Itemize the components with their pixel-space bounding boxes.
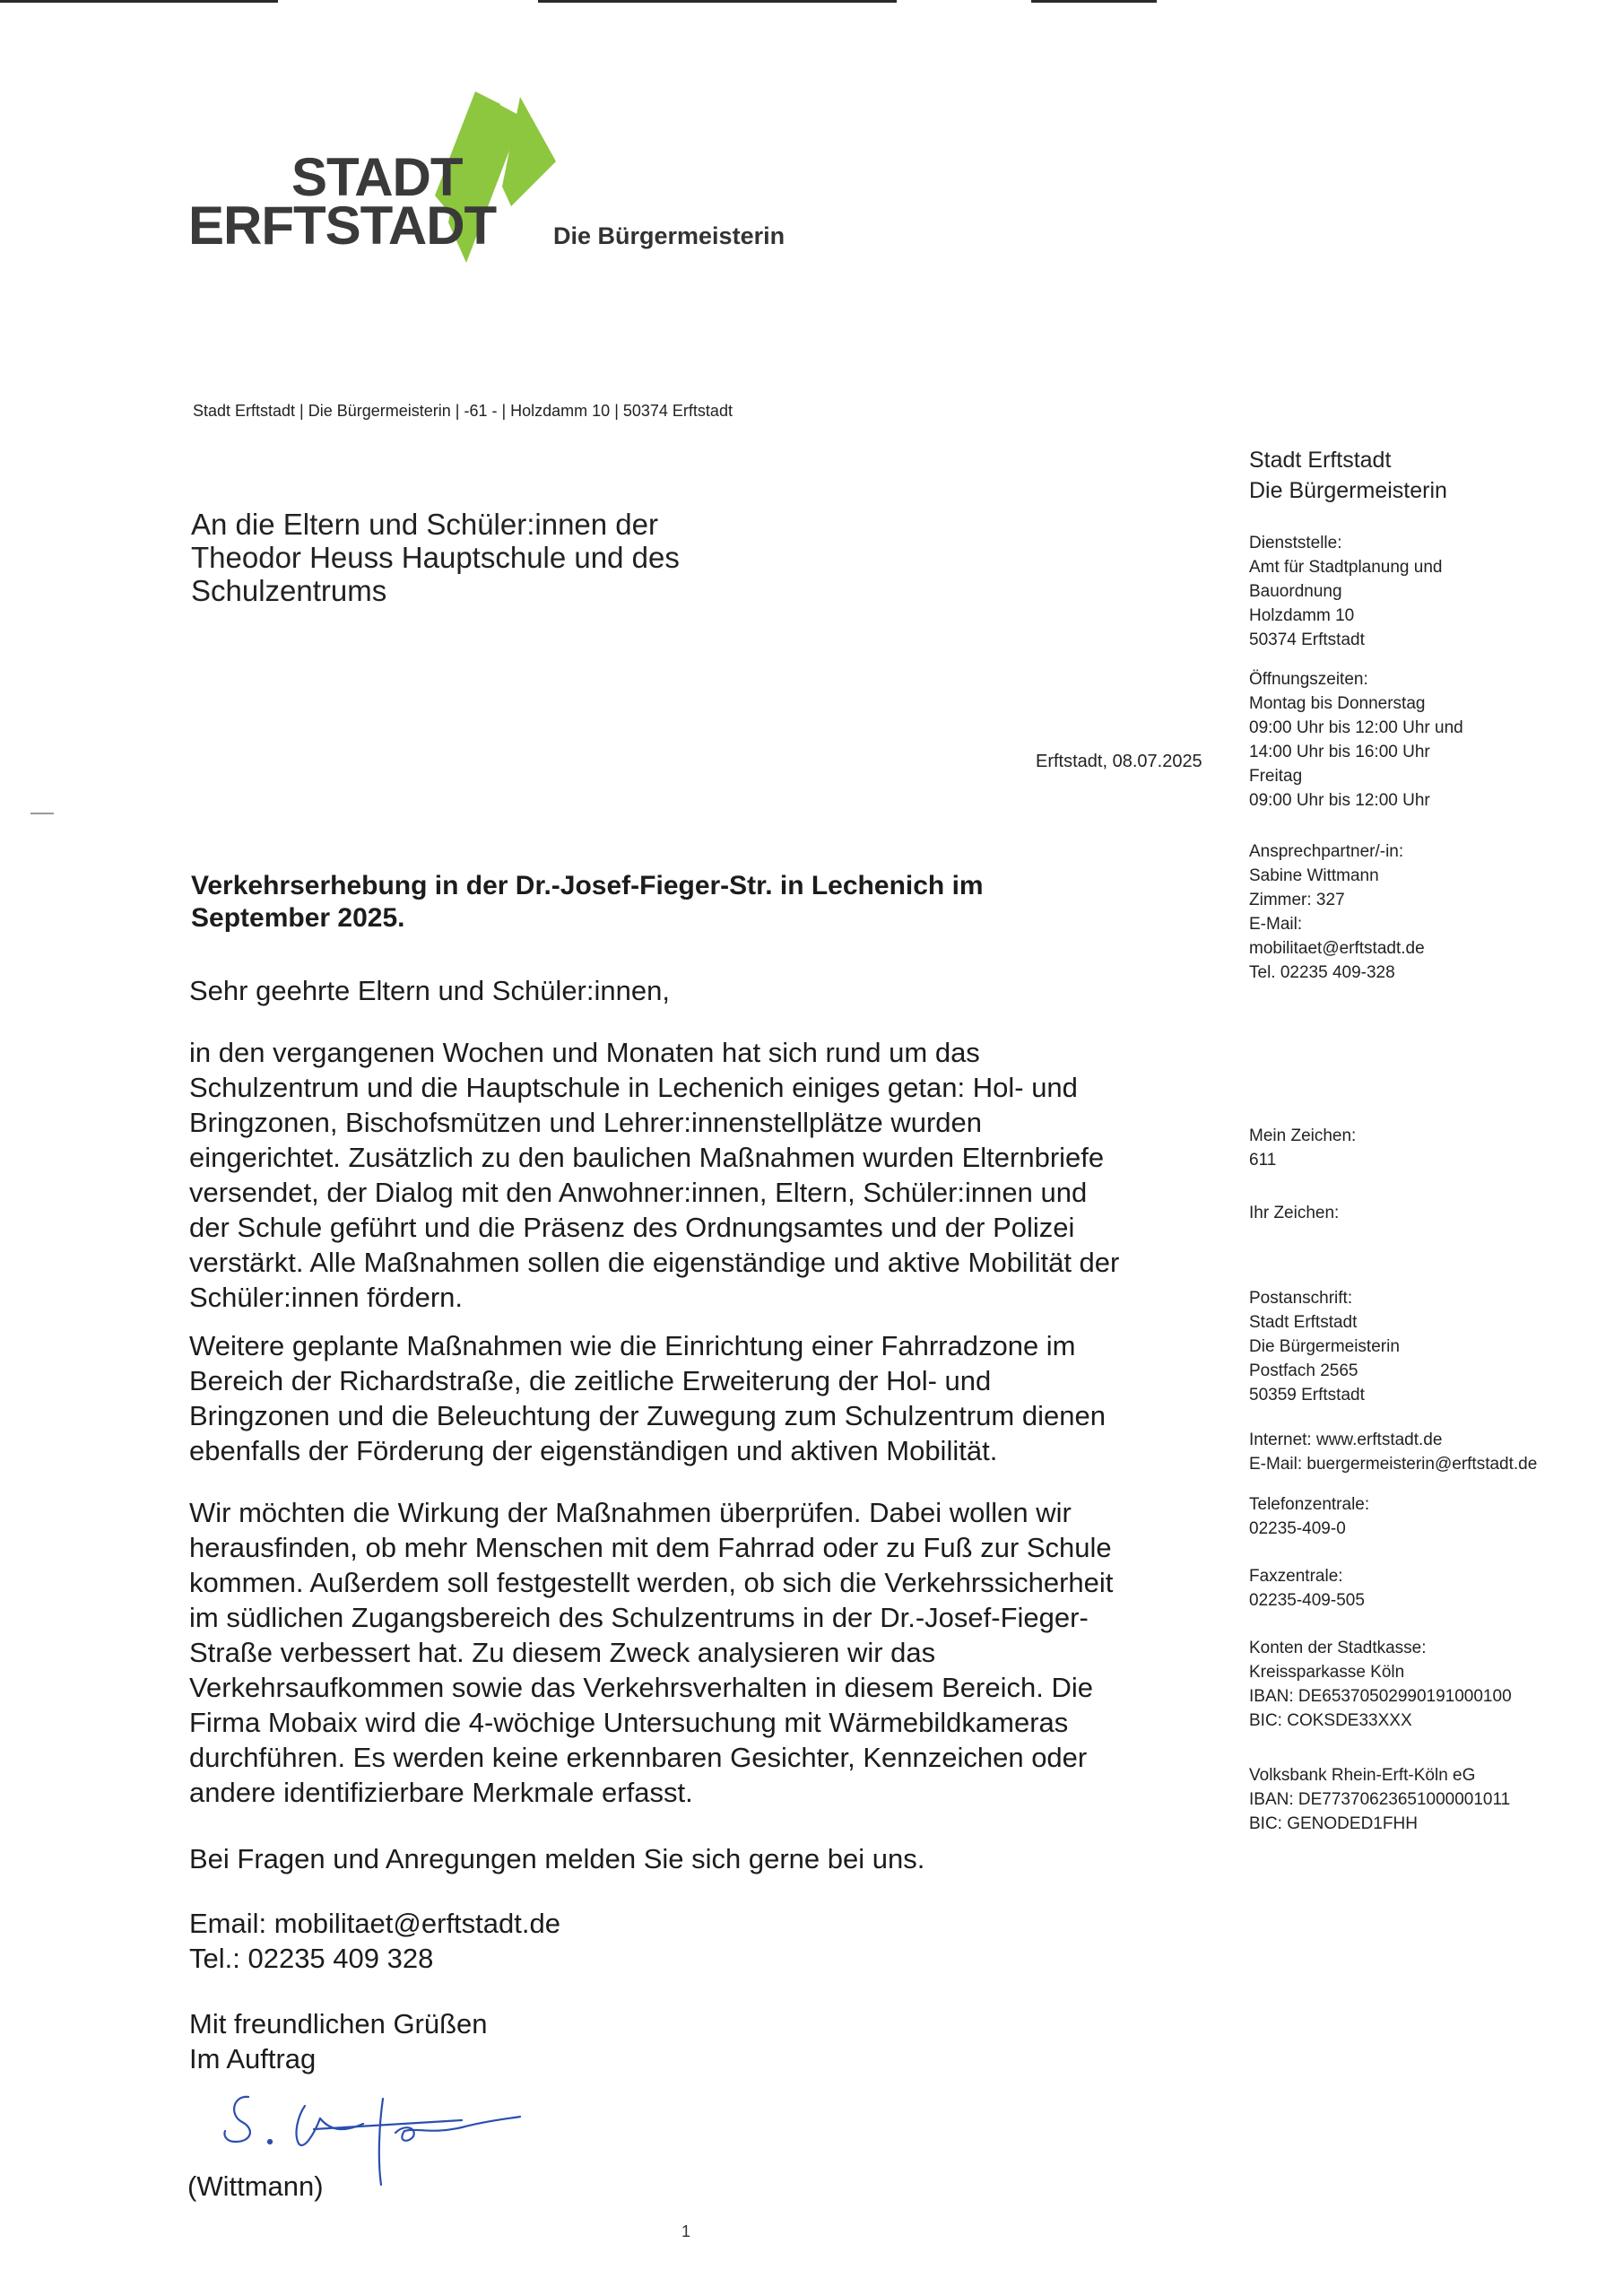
questions-note: [189, 1841, 1220, 1876]
signer-name: (Wittmann): [187, 2170, 324, 2202]
paragraph-line: Schüler:innen fördern.: [189, 1282, 464, 1313]
sidebar-line: IBAN: DE77370623651000001011: [1249, 1790, 1511, 1809]
paragraph-line: durchführen. Es werden keine erkennbaren Gesichter, Kennzeichen oder: [189, 1742, 1088, 1773]
sender-return-address: Stadt Erftstadt | Die Bürgermeisterin | -61 - | Holzdamm 10 | 50374 Erftstadt: [193, 402, 733, 420]
paragraph-line: in den vergangenen Wochen und Monaten hat sich rund um das: [189, 1037, 980, 1068]
sidebar-line: Sabine Wittmann: [1249, 866, 1379, 885]
sidebar-line: Amt für Stadtplanung und: [1249, 558, 1443, 577]
recipient-line: Schulzentrums: [191, 574, 387, 607]
sidebar-line: 02235-409-505: [1249, 1591, 1365, 1610]
paragraph-line: Schulzentrum und die Hauptschule in Lechenich einiges getan: Hol- und: [189, 1072, 1078, 1103]
info-sidebar: [1249, 445, 1608, 1833]
paragraph-line: der Schule geführt und die Präsenz des Ordnungsamtes und der Polizei: [189, 1212, 1075, 1243]
closing-line: Im Auftrag: [189, 2043, 317, 2074]
closing-block: [189, 2006, 1220, 2076]
recipient-address: [191, 508, 819, 607]
city-logo: [188, 88, 816, 263]
sidebar-line: Dienststelle:: [1249, 534, 1342, 552]
sidebar-line: Stadt Erftstadt: [1249, 1313, 1358, 1332]
sidebar-block: [1249, 531, 1442, 652]
sidebar-line: BIC: GENODED1FHH: [1249, 1814, 1418, 1833]
sidebar-line: Telefonzentrale:: [1249, 1495, 1370, 1514]
sidebar-line: 09:00 Uhr bis 12:00 Uhr: [1249, 791, 1430, 810]
letter-date: Erftstadt, 08.07.2025: [1036, 752, 1202, 771]
sidebar-org-line: Stadt Erftstadt: [1249, 448, 1392, 473]
paragraph-line: andere identifizierbare Merkmale erfasst.: [189, 1777, 693, 1808]
sidebar-line: Postfach 2565: [1249, 1361, 1358, 1380]
contact-phone: Tel.: 02235 409 328: [189, 1943, 434, 1974]
subject-line: Verkehrserhebung in der Dr.-Josef-Fieger-Str. in Lechenich im: [191, 871, 984, 900]
sidebar-block: [1249, 667, 1463, 813]
salutation-line: Sehr geehrte Eltern und Schüler:innen,: [189, 975, 670, 1006]
sidebar-line: Holzdamm 10: [1249, 606, 1355, 625]
sidebar-line: mobilitaet@erftstadt.de: [1249, 939, 1425, 958]
paragraph-line: herausfinden, ob mehr Menschen mit dem Fahrrad oder zu Fuß zur Schule: [189, 1532, 1112, 1563]
page-number: 1: [681, 2222, 691, 2240]
paragraph-line: Firma Mobaix wird die 4-wöchige Untersuchung mit Wärmebildkameras: [189, 1707, 1069, 1738]
sidebar-line: 02235-409-0: [1249, 1519, 1346, 1538]
sidebar-line: 50359 Erftstadt: [1249, 1386, 1365, 1405]
sidebar-line: Freitag: [1249, 767, 1303, 786]
paragraph-line: eingerichtet. Zusätzlich zu den baulichen Maßnahmen wurden Elternbriefe: [189, 1142, 1105, 1173]
sidebar-line: 50374 Erftstadt: [1249, 631, 1365, 649]
paragraph-line: versendet, der Dialog mit den Anwohner:innen, Eltern, Schüler:innen und: [189, 1177, 1088, 1208]
sidebar-block: [1249, 1763, 1510, 1836]
sidebar-line: Ihr Zeichen:: [1249, 1204, 1340, 1222]
salutation: [189, 973, 1220, 1008]
paragraph-line: Weitere geplante Maßnahmen wie die Einrichtung einer Fahrradzone im: [189, 1330, 1076, 1361]
sidebar-line: 611: [1249, 1151, 1277, 1170]
logo-line-stadt: STADT: [291, 147, 463, 207]
subject-line: September 2025.: [191, 903, 405, 933]
sidebar-line: Ansprechpartner/-in:: [1249, 842, 1404, 861]
sidebar-line: Volksbank Rhein-Erft-Köln eG: [1249, 1766, 1476, 1785]
sidebar-line: Tel. 02235 409-328: [1249, 963, 1395, 982]
recipient-line: Theodor Heuss Hauptschule und des: [191, 541, 680, 574]
sidebar-line: 14:00 Uhr bis 16:00 Uhr: [1249, 743, 1430, 761]
sidebar-line: Postanschrift:: [1249, 1289, 1353, 1308]
sidebar-line: Die Bürgermeisterin: [1249, 1337, 1400, 1356]
sidebar-line: Internet: www.erftstadt.de: [1249, 1431, 1443, 1449]
paragraph-1: [189, 1035, 1220, 1315]
paragraph-line: im südlichen Zugangsbereich des Schulzentrums in der Dr.-Josef-Fieger-: [189, 1602, 1089, 1633]
paragraph-line: kommen. Außerdem soll festgestellt werden, ob sich die Verkehrssicherheit: [189, 1567, 1114, 1598]
paragraph-3: [189, 1495, 1220, 1810]
recipient-line: An die Eltern und Schüler:innen der: [191, 508, 659, 541]
sidebar-line: Faxzentrale:: [1249, 1567, 1343, 1586]
sidebar-line: Mein Zeichen:: [1249, 1126, 1357, 1145]
sidebar-line: Bauordnung: [1249, 582, 1342, 601]
sidebar-line: E-Mail:: [1249, 915, 1303, 934]
logo-line-erftstadt: ERFTSTADT: [188, 196, 497, 256]
scan-edge-line: [1031, 0, 1157, 3]
scan-edge-line: [538, 0, 897, 3]
logo-subline: Die Bürgermeisterin: [553, 222, 785, 249]
sidebar-block: [1249, 1201, 1339, 1225]
sidebar-block: [1249, 1636, 1512, 1733]
sidebar-block: [1249, 1124, 1356, 1172]
sidebar-line: Kreissparkasse Köln: [1249, 1663, 1405, 1682]
paragraph-line: Bereich der Richardstraße, die zeitliche Erweiterung der Hol- und: [189, 1365, 992, 1396]
questions-line: Bei Fragen und Anregungen melden Sie sich gerne bei uns.: [189, 1843, 925, 1874]
closing-line: Mit freundlichen Grüßen: [189, 2008, 488, 2039]
sidebar-org-line: Die Bürgermeisterin: [1249, 478, 1447, 503]
paragraph-2: [189, 1328, 1220, 1468]
scan-edge-line: [0, 0, 278, 3]
sidebar-line: 09:00 Uhr bis 12:00 Uhr und: [1249, 718, 1463, 737]
paragraph-line: Wir möchten die Wirkung der Maßnahmen überprüfen. Dabei wollen wir: [189, 1497, 1072, 1528]
sidebar-line: Zimmer: 327: [1249, 891, 1345, 909]
contact-block: [189, 1906, 1220, 1976]
sidebar-block: [1249, 1492, 1369, 1541]
sidebar-line: IBAN: DE65370502990191000100: [1249, 1687, 1512, 1706]
sidebar-line: E-Mail: buergermeisterin@erftstadt.de: [1249, 1455, 1538, 1474]
letter-subject: [191, 870, 1222, 935]
paragraph-line: Bringzonen und die Beleuchtung der Zuwegung zum Schulzentrum dienen: [189, 1400, 1106, 1431]
sidebar-block: [1249, 1564, 1365, 1613]
paragraph-line: ebenfalls der Förderung der eigenständigen und aktiven Mobilität.: [189, 1435, 998, 1466]
sidebar-line: Konten der Stadtkasse:: [1249, 1639, 1427, 1657]
paragraph-line: Bringzonen, Bischofsmützen und Lehrer:innenstellplätze wurden: [189, 1107, 983, 1138]
sidebar-line: BIC: COKSDE33XXX: [1249, 1711, 1412, 1730]
sidebar-line: Öffnungszeiten:: [1249, 670, 1368, 689]
sidebar-block: [1249, 1286, 1400, 1407]
paragraph-line: Verkehrsaufkommen sowie das Verkehrsverhalten in diesem Bereich. Die: [189, 1672, 1093, 1703]
contact-email[interactable]: Email: mobilitaet@erftstadt.de: [189, 1908, 560, 1939]
fold-mark: [30, 813, 54, 814]
paragraph-line: verstärkt. Alle Maßnahmen sollen die eigenständige und aktive Mobilität der: [189, 1247, 1120, 1278]
sidebar-org: [1249, 445, 1608, 506]
sidebar-line: Montag bis Donnerstag: [1249, 694, 1426, 713]
sidebar-block: [1249, 839, 1425, 985]
sidebar-block: [1249, 1428, 1537, 1476]
paragraph-line: Straße verbessert hat. Zu diesem Zweck analysieren wir das: [189, 1637, 936, 1668]
